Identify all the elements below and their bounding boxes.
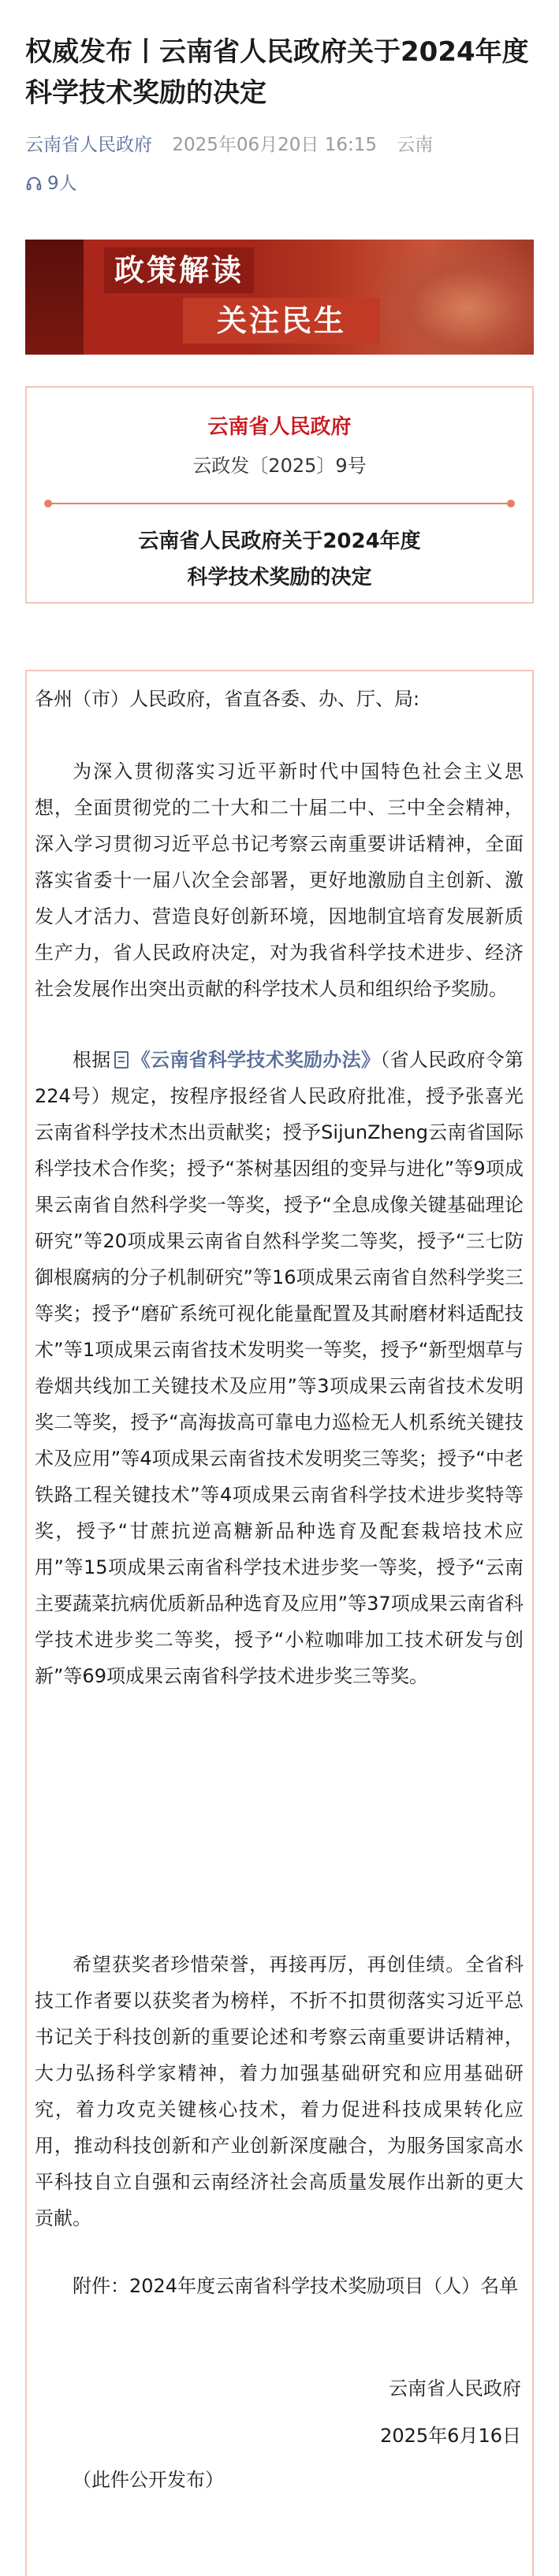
banner-decoration — [368, 240, 534, 355]
document-issuer: 云南省人民政府 — [207, 415, 352, 439]
document-link-icon — [114, 1051, 129, 1069]
document-body — [25, 670, 534, 2576]
banner-heading: 政策解读 — [104, 247, 254, 293]
signature-org: 云南省人民政府 — [389, 2377, 521, 2399]
attachment-line: 附件：2024年度云南省科学技术奖励项目（人）名单 — [73, 2275, 519, 2297]
publication-note: （此件公开发布） — [73, 2469, 224, 2491]
article-title: 权威发布丨云南省人民政府关于2024年度科学技术奖励的决定 — [25, 36, 529, 109]
signature-date: 2025年6月16日 — [380, 2425, 521, 2447]
regulation-link[interactable]: 《云南省科学技术奖励办法》 — [131, 1049, 381, 1071]
article-meta — [25, 131, 433, 159]
divider-line — [47, 503, 512, 504]
listen-button[interactable] — [25, 170, 77, 197]
listen-count: 9人 — [47, 173, 77, 194]
document-title-line1: 云南省人民政府关于2024年度 — [138, 530, 421, 553]
document-title — [27, 523, 532, 596]
document-number: 云政发〔2025〕9号 — [192, 455, 367, 477]
document-title-line2: 科学技术奖励的决定 — [187, 566, 372, 589]
salutation: 各州（市）人民政府，省直各委、办、厅、局: — [35, 688, 420, 710]
banner-subheading: 关注民生 — [183, 298, 380, 344]
paragraph-intro: 为深入贯彻落实习近平新时代中国特色社会主义思想，全面贯彻党的二十大和二十届二中、三中全会精神，深入学习贯彻习近平总书记考察云南重要讲话精神，全面落实省委十一届八次全会部署，更好地激励自主创新、激发人才活力、营造良好创新环境，因地制宜培育发展新质生产力，省人民政府决定，对为我省科学技术进步、经济社会发展作出突出贡献的科学技术人员和组织给予奖励。 — [35, 760, 524, 1000]
publish-time: 2025年06月20日 16:15 — [172, 135, 377, 155]
paragraph-awards-prefix: 根据 — [73, 1049, 111, 1071]
source-account-link[interactable]: 云南省人民政府 — [25, 135, 152, 155]
document-header — [25, 386, 534, 604]
paragraph-hope: 希望获奖者珍惜荣誉，再接再厉，再创佳绩。全省科技工作者要以获奖者为榜样，不折不扣贯彻落实习近平总书记关于科技创新的重要论述和考察云南重要讲话精神，大力弘扬科学家精神，着力加强基础研究和应用基础研究，着力攻克关键核心技术，着力促进科技成果转化应用，推动科技创新和产业创新深度融合，为服务国家高水平科技自立自强和云南经济社会高质量发展作出新的更大贡献。 — [35, 1953, 524, 2229]
paragraph-awards-text: （省人民政府令第224号）规定，按程序报经省人民政府批准，授予张喜光云南省科学技术杰出贡献奖；授予SijunZheng云南省国际科学技术合作奖；授予“茶树基因组的变异与进化”等9项成果云南省自然科学奖一等奖，授予“全息成像关键基础理论研究”等20项成果云南省自然科学奖二等奖，授予“三七防御根腐病的分子机制研究”等16项成果云南省自然科学奖三等奖；授予“磨矿系统可视化能量配置及其耐磨材料适配技术”等1项成果云南省技术发明奖一等奖，授予“新型烟草与卷烟共线加工关键技术及应用”等3项成果云南省技术发明奖二等奖，授予“高海拔高可靠电力巡检无人机系统关键技术及应用”等4项成果云南省技术发明奖三等奖；授予“中老铁路工程关键技术”等4项成果云南省科学技术进步奖特等奖，授予“甘蔗抗逆高糖新品种选育及配套栽培技术应用”等15项成果云南省科学技术进步奖一等奖，授予“云南主要蔬菜抗病优质新品种选育及应用”等37项成果云南省科学技术进步奖二等奖，授予“小粒咖啡加工技术研发与创新”等69项成果云南省科学技术进步奖三等奖。 — [35, 1049, 524, 1687]
policy-banner-image — [25, 240, 534, 355]
headphones-icon — [25, 175, 43, 192]
paragraph-awards — [35, 1042, 524, 1694]
banner-stripe — [25, 240, 84, 355]
publish-location: 云南 — [397, 135, 434, 155]
